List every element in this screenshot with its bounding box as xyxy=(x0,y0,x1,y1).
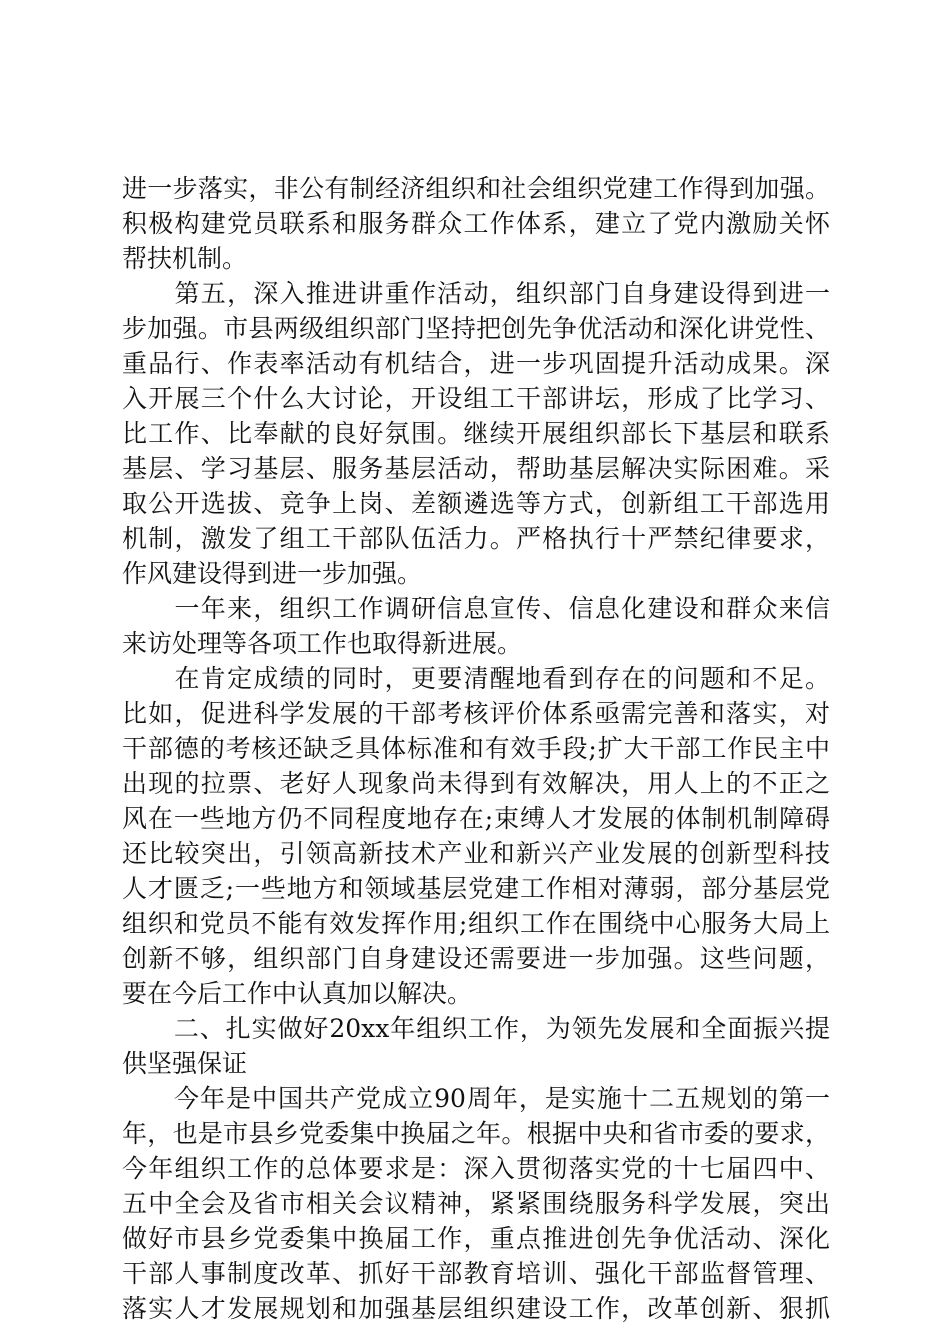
text-line: 干部人事制度改革、抓好干部教育培训、强化干部监督管理、 xyxy=(122,1259,830,1288)
text-line: 一年来，组织工作调研信息宣传、信息化建设和群众来信 xyxy=(122,594,830,623)
text-line: 取公开选拔、竞争上岗、差额遴选等方式，创新组工干部选用 xyxy=(122,489,830,518)
text-line: 今年是中国共产党成立90周年，是实施十二五规划的第一 xyxy=(122,1084,830,1113)
text-line: 五中全会及省市相关会议精神，紧紧围绕服务科学发展，突出 xyxy=(122,1189,830,1218)
text-line: 入开展三个什么大讨论，开设组工干部讲坛，形成了比学习、 xyxy=(122,384,830,413)
text-line: 人才匮乏;一些地方和领域基层党建工作相对薄弱，部分基层党 xyxy=(122,874,830,903)
text-line: 年，也是市县乡党委集中换届之年。根据中央和省市委的要求， xyxy=(122,1119,830,1148)
text-line: 作风建设得到进一步加强。 xyxy=(122,559,423,588)
text-line: 在肯定成绩的同时，更要清醒地看到存在的问题和不足。 xyxy=(122,664,830,693)
text-line: 积极构建党员联系和服务群众工作体系，建立了党内激励关怀 xyxy=(122,209,830,238)
text-line: 进一步落实，非公有制经济组织和社会组织党建工作得到加强。 xyxy=(122,174,830,203)
text-line: 还比较突出，引领高新技术产业和新兴产业发展的创新型科技 xyxy=(122,839,830,868)
text-line: 二、扎实做好20xx年组织工作，为领先发展和全面振兴提 xyxy=(122,1014,830,1043)
text-line: 供坚强保证 xyxy=(122,1049,248,1078)
text-line: 基层、学习基层、服务基层活动，帮助基层解决实际困难。采 xyxy=(122,454,830,483)
text-line: 要在今后工作中认真加以解决。 xyxy=(122,979,473,1008)
text-line: 比如，促进科学发展的干部考核评价体系亟需完善和落实，对 xyxy=(122,699,830,728)
text-line: 出现的拉票、老好人现象尚未得到有效解决，用人上的不正之 xyxy=(122,769,830,798)
text-line: 机制，激发了组工干部队伍活力。严格执行十严禁纪律要求， xyxy=(122,524,830,553)
text-line: 帮扶机制。 xyxy=(122,244,248,273)
text-line: 第五，深入推进讲重作活动，组织部门自身建设得到进一 xyxy=(122,279,830,308)
text-line: 比工作、比奉献的良好氛围。继续开展组织部长下基层和联系 xyxy=(122,419,830,448)
text-line: 干部德的考核还缺乏具体标准和有效手段;扩大干部工作民主中 xyxy=(122,734,830,763)
text-line: 来访处理等各项工作也取得新进展。 xyxy=(122,629,523,658)
text-line: 创新不够，组织部门自身建设还需要进一步加强。这些问题， xyxy=(122,944,830,973)
text-line: 重品行、作表率活动有机结合，进一步巩固提升活动成果。深 xyxy=(122,349,830,378)
text-line: 组织和党员不能有效发挥作用;组织工作在围绕中心服务大局上 xyxy=(122,909,830,938)
text-line: 步加强。市县两级组织部门坚持把创先争优活动和深化讲党性、 xyxy=(122,314,830,343)
text-line: 落实人才发展规划和加强基层组织建设工作，改革创新、狠抓 xyxy=(122,1294,830,1323)
text-line: 做好市县乡党委集中换届工作，重点推进创先争优活动、深化 xyxy=(122,1224,830,1253)
text-line: 风在一些地方仍不同程度地存在;束缚人才发展的体制机制障碍 xyxy=(122,804,830,833)
text-line: 今年组织工作的总体要求是：深入贯彻落实党的十七届四中、 xyxy=(122,1154,830,1183)
